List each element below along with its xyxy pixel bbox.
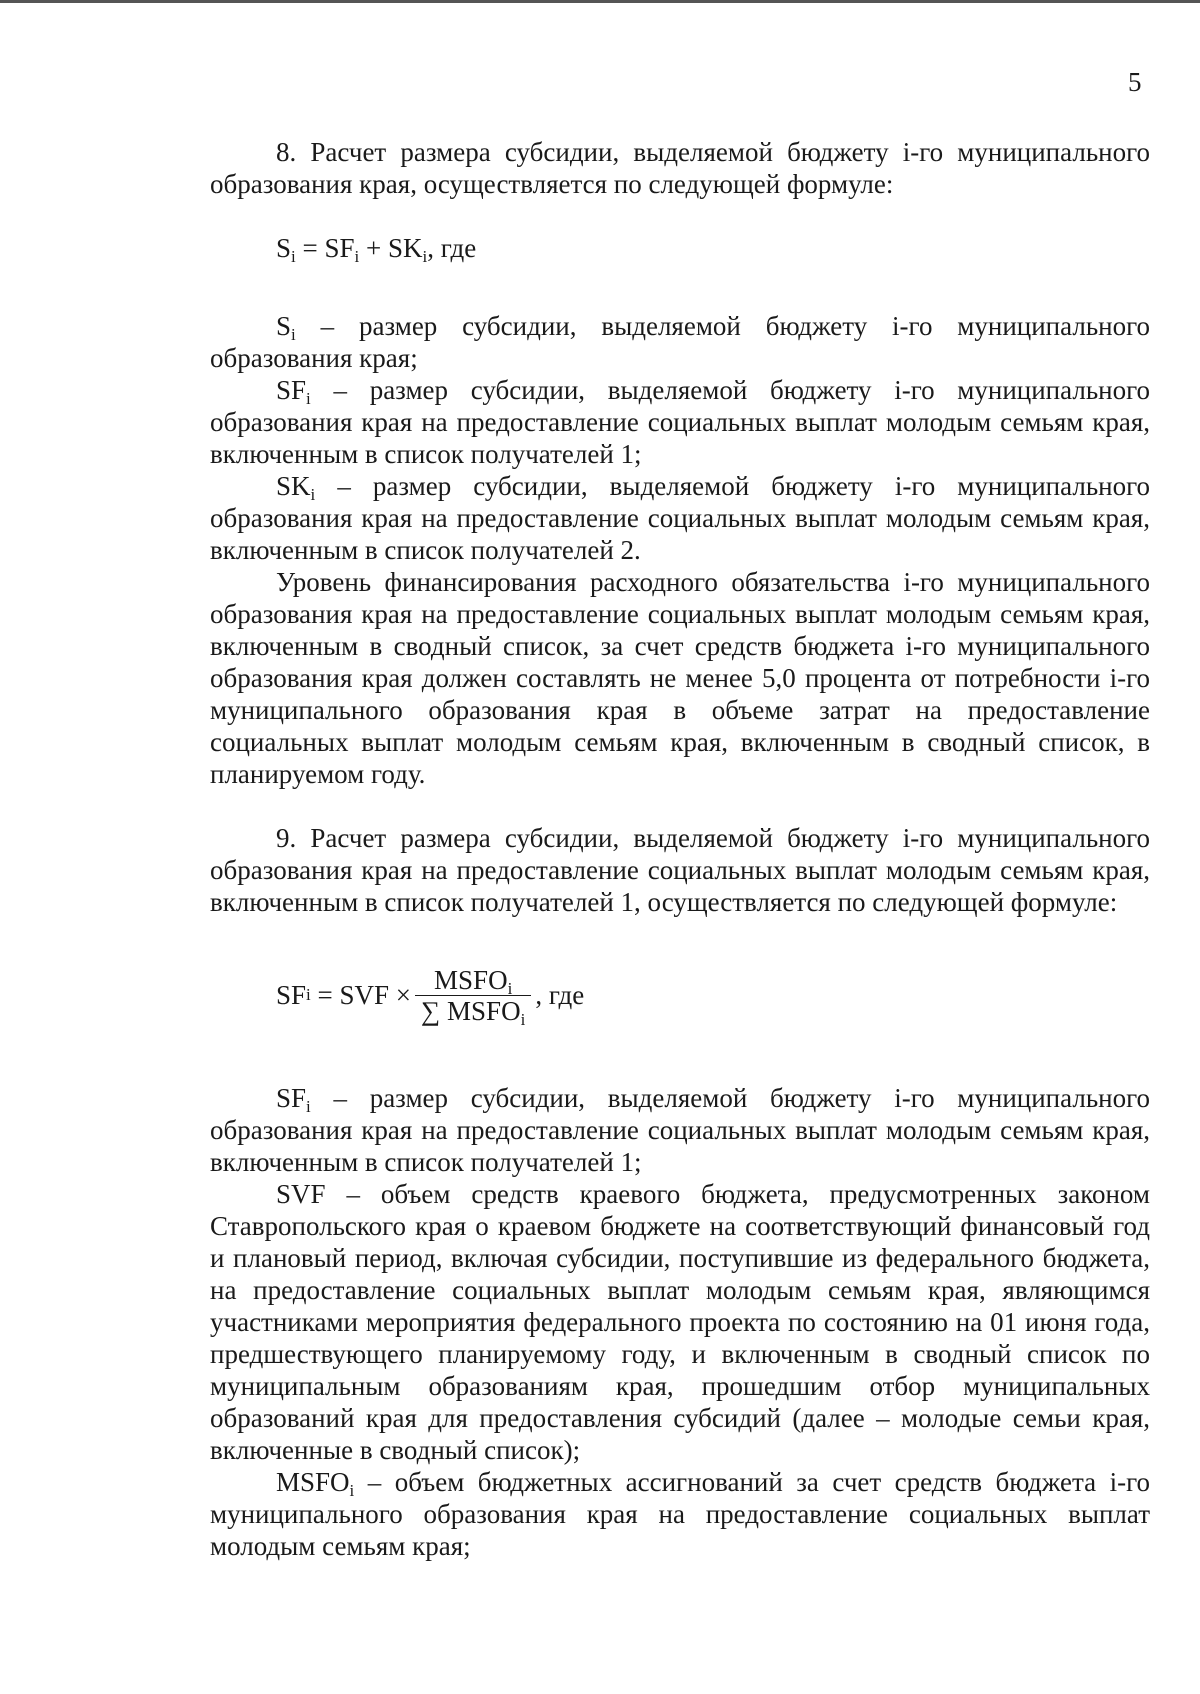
section-9-intro: 9. Расчет размера субсидии, выделяемой бюджету i-го муниципального образования края на предоставление социальных выплат молодым семьям края, включенным в список получателей 1, осуществляется по следующей формуле: [210,823,1150,917]
financing-level-paragraph: Уровень финансирования расходного обязательства i-го муниципального образования края на предоставление социальных выплат молодым семьям края, включенным в сводный список, за счет средств бюджета i-го муниципального образования края должен составлять не менее 5,0 процента от потребности i-го муниципального образования края в объеме затрат на предоставление социальных выплат молодым семьям края, включенным в сводный список, в планируемом году. [210,567,1150,789]
definition-sfi-2: $SF_i$ – размер субсидии, выделяемой бюджету i-го муниципального образования края на предоставление социальных выплат молодым семьям края, включенным в список получателей 1; [210,1083,1150,1177]
formula-sf-subsidy: SF i = SVF × $\frac{MSFO_i}{\sum MSFO_i}$ , где [276,964,585,1029]
definition-svf: SVF – объем средств краевого бюджета, предусмотренных законом Ставропольского края о краевом бюджете на соответствующий финансовый год и плановый период, включая субсидии, поступившие из федерального бюджета, на предоставление социальных выплат молодым семьям края, являющимся участниками мероприятия федерального проекта по состоянию на 01 июня года, предшествующего планируемому году, и включенным в сводный список по муниципальным образованиям края, прошедшим отбор муниципальных образований края для предоставления субсидий (далее – молодые семьи края, включенные в сводный список); [210,1179,1150,1465]
page-number: 5 [1128,67,1142,97]
fraction-numerator: $MSFO_i$ [434,964,513,998]
document-body [210,136,1150,1562]
top-border-line [0,0,1200,3]
section-8-intro: 8. Расчет размера субсидии, выделяемой бюджету i-го муниципального образования края, осуществляется по следующей формуле: [210,137,1150,199]
definition-msfoi: $MSFO_i$ – объем бюджетных ассигнований за счет средств бюджета i-го муниципального образования края на предоставление социальных выплат молодым семьям края; [210,1467,1150,1561]
formula-fraction [415,964,531,1029]
formula-total-subsidy: $S_i = SF_i + SK_i$, где [276,233,477,266]
definition-si: $S_i$ – размер субсидии, выделяемой бюджету i-го муниципального образования края; [210,311,1150,373]
definition-sfi: $SF_i$ – размер субсидии, выделяемой бюджету i-го муниципального образования края на предоставление социальных выплат молодым семьям края, включенным в список получателей 1; [210,375,1150,469]
fraction-denominator: ∑ $MSFO_i$ [415,995,531,1026]
definition-ski: $SK_i$ – размер субсидии, выделяемой бюджету i-го муниципального образования края на предоставление социальных выплат молодым семьям края, включенным в список получателей 2. [210,471,1150,565]
